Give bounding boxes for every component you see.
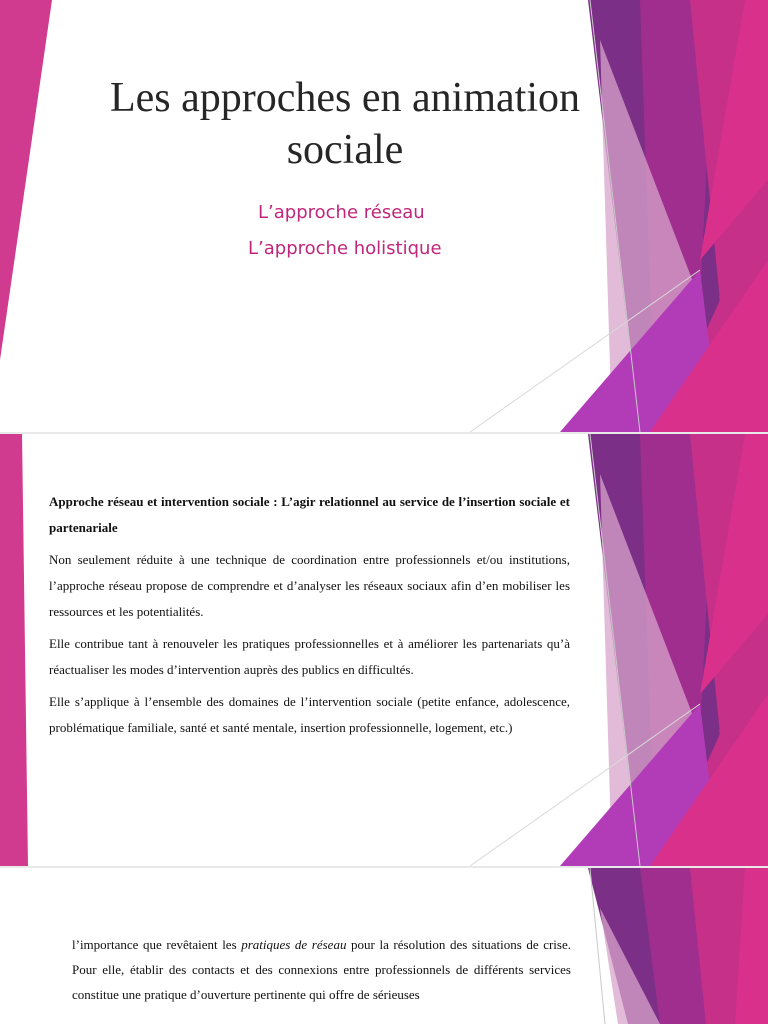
paragraph-2: Elle contribue tant à renouveler les pratiques professionnelles et à améliorer les partenariats qu’à réactualiser les modes d’intervention auprès des publics en difficultés. <box>49 636 570 677</box>
paragraph-1: Non seulement réduite à une technique de coordination entre professionnels et/ou institutions, l’approche réseau propose de comprendre et d’analyser les réseaux sociaux afin d’en mobiliser les ressources et les potentialités. <box>49 552 570 619</box>
slide-3 <box>0 868 768 1024</box>
paragraph <box>72 932 571 1007</box>
slide-title: Les approches en animation sociale <box>110 75 580 173</box>
subtitle-approche-holistique: L’approche holistique <box>248 238 442 259</box>
text-after: pour la résolution des situations de crise. Pour elle, établir des contacts et des connexions entre professionnels de différents services constitue une pratique d’ouverture pertinente qui offre de sérieuses <box>72 937 571 1002</box>
left-sliver-shape <box>0 434 28 866</box>
subtitle-approche-reseau: L’approche réseau <box>258 202 425 223</box>
left-sliver-shape <box>0 0 52 360</box>
text-before: l’importance que revêtaient les <box>72 937 242 952</box>
paragraph-3: Elle s’applique à l’ensemble des domaines de l’intervention sociale (petite enfance, adolescence, problématique familiale, santé et santé mentale, insertion professionnelle, logement, etc.) <box>49 694 570 735</box>
slide-3-text-block <box>72 932 571 1007</box>
section-heading: Approche réseau et intervention sociale : L’agir relationnel au service de l’insertion sociale et partenariale <box>49 494 570 535</box>
italic-term: pratiques de réseau <box>241 937 347 952</box>
slide-2-text-block <box>49 489 570 747</box>
slide-2 <box>0 434 768 866</box>
slide-1 <box>0 0 768 432</box>
